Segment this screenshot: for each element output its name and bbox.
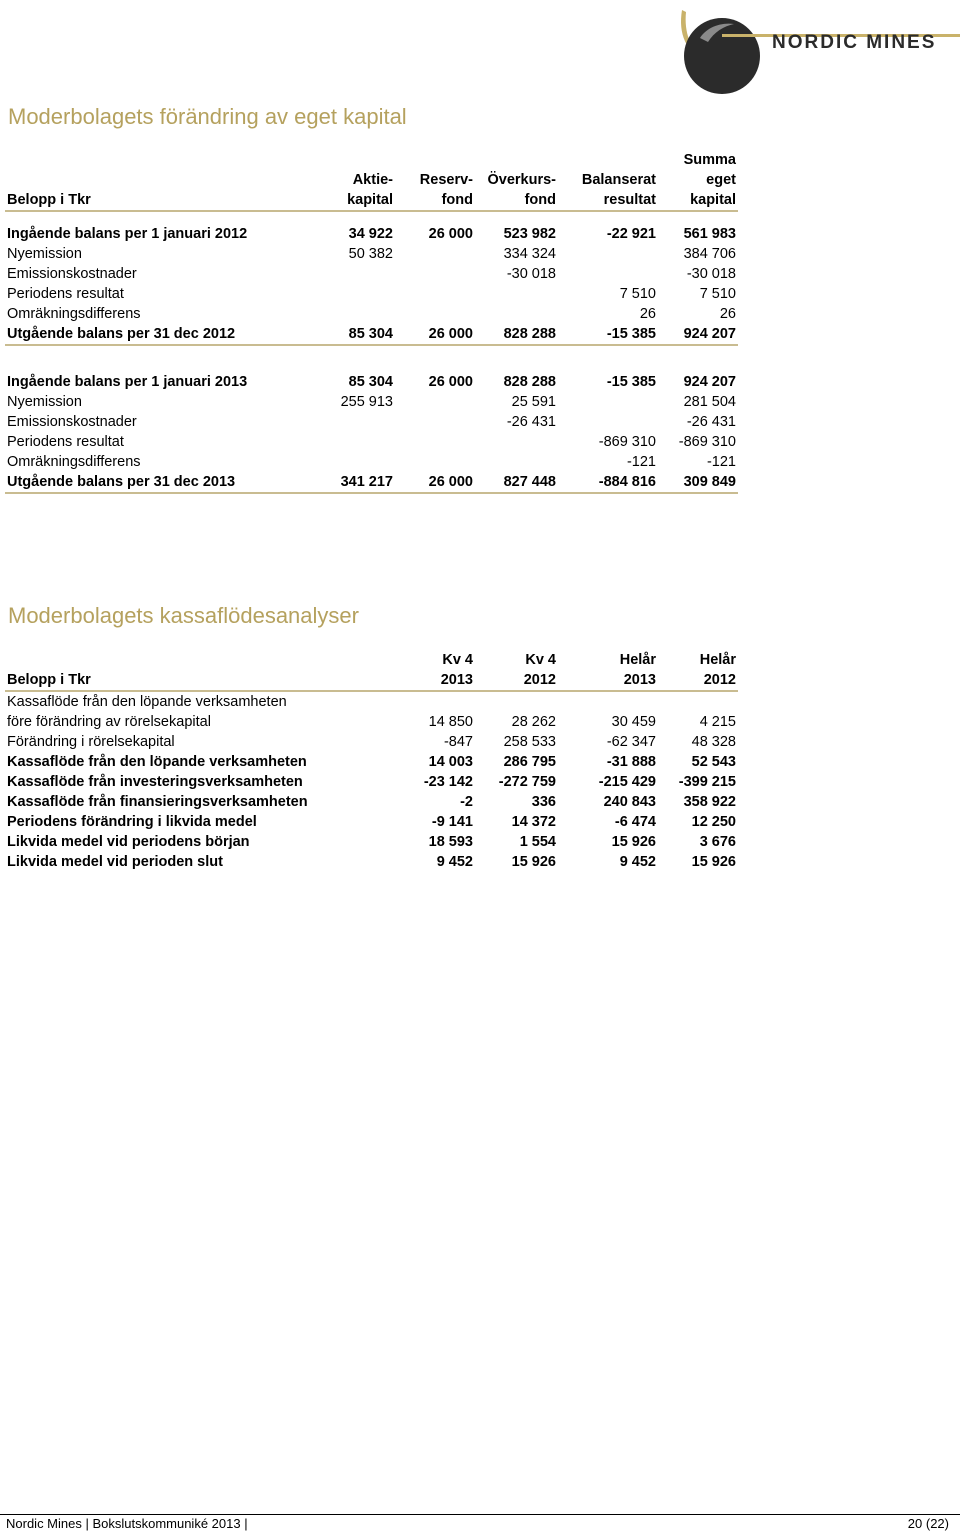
- header-row: [5, 150, 738, 170]
- row-label: Likvida medel vid perioden slut: [7, 854, 223, 870]
- table-row: [5, 264, 738, 284]
- logo-globe: [684, 18, 760, 94]
- value-cell: [315, 452, 395, 472]
- cashflow-table: [5, 650, 738, 872]
- value-cell: 15 926: [511, 854, 556, 870]
- table-row: [5, 772, 738, 792]
- row-label: Omräkningsdifferens: [7, 454, 141, 470]
- table-row: [5, 224, 738, 244]
- value-cell: 9 452: [619, 854, 656, 870]
- row-label: Förändring i rörelsekapital: [7, 734, 175, 750]
- table-row: [5, 284, 738, 304]
- table-row: [5, 712, 738, 732]
- value-cell: 85 304: [348, 374, 393, 390]
- value-cell: 384 706: [683, 246, 736, 262]
- row-label: Utgående balans per 31 dec 2012: [5, 324, 315, 345]
- row-label: Kassaflöde från finansieringsverksamheten: [7, 794, 308, 810]
- column-header: resultat: [558, 190, 658, 211]
- cashflow-title: Moderbolagets kassaflödesanalyser: [8, 603, 359, 628]
- spacer-row: [5, 345, 738, 372]
- table-row: [5, 691, 738, 712]
- value-cell: 12 250: [691, 814, 736, 830]
- nordic-mines-logo: [676, 4, 960, 96]
- value-cell: 26: [639, 306, 656, 322]
- column-header: [395, 150, 475, 170]
- value-cell: [395, 264, 475, 284]
- header-row: [5, 190, 738, 211]
- value-cell: 26 000: [428, 226, 473, 242]
- value-cell: 28 262: [511, 714, 556, 730]
- equity-table: [5, 150, 738, 494]
- value-cell: 309 849: [658, 472, 738, 493]
- value-cell: 48 328: [691, 734, 736, 750]
- value-cell: [475, 304, 558, 324]
- value-cell: 26: [719, 306, 736, 322]
- column-header: Balanserat: [581, 172, 656, 188]
- table-row: [5, 372, 738, 392]
- value-cell: -26 431: [686, 414, 736, 430]
- column-header: [475, 150, 558, 170]
- value-cell: 14 372: [511, 814, 556, 830]
- value-cell: -272 759: [498, 774, 556, 790]
- spacer: [5, 345, 738, 372]
- column-header: Aktie-: [352, 172, 393, 188]
- row-label: Kassaflöde från investeringsverksamheten: [7, 774, 303, 790]
- value-cell: 1 554: [519, 834, 556, 850]
- column-header: kapital: [658, 190, 738, 211]
- value-cell: -22 921: [606, 226, 656, 242]
- value-cell: [315, 284, 395, 304]
- value-cell: 341 217: [315, 472, 395, 493]
- value-cell: [395, 412, 475, 432]
- value-cell: [395, 244, 475, 264]
- table-row: [5, 472, 738, 493]
- value-cell: 7 510: [699, 286, 736, 302]
- column-header: [558, 150, 658, 170]
- column-header: Helår: [699, 652, 736, 668]
- value-cell: 281 504: [683, 394, 736, 410]
- value-cell: 258 533: [503, 734, 556, 750]
- table-row: [5, 392, 738, 412]
- value-cell: -15 385: [558, 324, 658, 345]
- value-cell: 15 926: [611, 834, 656, 850]
- value-cell: 26 000: [395, 324, 475, 345]
- spacer-row: [5, 211, 738, 224]
- value-cell: 523 982: [503, 226, 556, 242]
- value-cell: [395, 284, 475, 304]
- table-row: [5, 324, 738, 345]
- value-cell: [558, 392, 658, 412]
- column-header-label: Belopp i Tkr: [5, 670, 395, 691]
- column-header: Överkurs-: [487, 172, 556, 188]
- value-cell: [315, 264, 395, 284]
- value-cell: -215 429: [598, 774, 656, 790]
- column-header: Kv 4: [442, 652, 473, 668]
- value-cell: -23 142: [423, 774, 473, 790]
- column-header: eget: [706, 172, 736, 188]
- column-header: 2012: [658, 670, 738, 691]
- value-cell: 25 591: [511, 394, 556, 410]
- value-cell: 336: [531, 794, 556, 810]
- value-cell: [475, 432, 558, 452]
- value-cell: -9 141: [431, 814, 473, 830]
- table-row: [5, 752, 738, 772]
- row-label: Ingående balans per 1 januari 2013: [7, 374, 248, 390]
- value-cell: [475, 452, 558, 472]
- logo-wordmark: NORDIC MINES: [772, 32, 937, 53]
- table-row: [5, 412, 738, 432]
- row-label: Emissionskostnader: [7, 414, 137, 430]
- value-cell: 334 324: [503, 246, 556, 262]
- column-header: fond: [395, 190, 475, 211]
- value-cell: 358 922: [683, 794, 736, 810]
- value-cell: 15 926: [691, 854, 736, 870]
- footer-left: Nordic Mines | Bokslutskommuniké 2013 |: [6, 1516, 248, 1531]
- value-cell: -26 431: [506, 414, 556, 430]
- column-header-label: [5, 170, 315, 190]
- value-cell: [395, 304, 475, 324]
- value-cell: 255 913: [340, 394, 393, 410]
- value-cell: 828 288: [475, 324, 558, 345]
- value-cell: -62 347: [606, 734, 656, 750]
- row-label: Omräkningsdifferens: [7, 306, 141, 322]
- table-row: [5, 852, 738, 872]
- value-cell: -869 310: [678, 434, 736, 450]
- column-header: kapital: [315, 190, 395, 211]
- value-cell: -884 816: [558, 472, 658, 493]
- row-label: Periodens resultat: [7, 434, 124, 450]
- column-header-label: [5, 150, 315, 170]
- value-cell: 14 850: [428, 714, 473, 730]
- header-row: [5, 650, 738, 670]
- value-cell: -399 215: [678, 774, 736, 790]
- value-cell: 52 543: [691, 754, 736, 770]
- value-cell: [315, 304, 395, 324]
- column-header: 2013: [395, 670, 475, 691]
- spacer: [5, 211, 738, 224]
- row-label: Periodens förändring i likvida medel: [7, 814, 257, 830]
- header-row: [5, 170, 738, 190]
- value-cell: 240 843: [603, 794, 656, 810]
- row-label: Likvida medel vid periodens början: [7, 834, 250, 850]
- value-cell: -15 385: [606, 374, 656, 390]
- value-cell: -30 018: [686, 266, 736, 282]
- value-cell: 34 922: [348, 226, 393, 242]
- value-cell: [395, 452, 475, 472]
- column-header-label: Belopp i Tkr: [5, 190, 315, 211]
- table-row: [5, 732, 738, 752]
- value-cell: 3 676: [699, 834, 736, 850]
- column-header: Reserv-: [419, 172, 473, 188]
- value-cell: 26 000: [428, 374, 473, 390]
- value-cell: 50 382: [348, 246, 393, 262]
- value-cell: [395, 392, 475, 412]
- value-cell: 827 448: [475, 472, 558, 493]
- value-cell: -30 018: [506, 266, 556, 282]
- table-row: [5, 832, 738, 852]
- value-cell: -121: [626, 454, 656, 470]
- value-cell: 85 304: [315, 324, 395, 345]
- table-row: [5, 792, 738, 812]
- column-header: 2013: [558, 670, 658, 691]
- value-cell: -121: [706, 454, 736, 470]
- column-header: fond: [475, 190, 558, 211]
- equity-title: Moderbolagets förändring av eget kapital: [8, 104, 407, 129]
- row-label: Kassaflöde från den löpande verksamheten: [7, 754, 307, 770]
- value-cell: 924 207: [683, 374, 736, 390]
- value-cell: 924 207: [658, 324, 738, 345]
- row-label: Utgående balans per 31 dec 2013: [5, 472, 315, 493]
- column-header: Helår: [619, 652, 656, 668]
- table-row: [5, 244, 738, 264]
- row-label: före förändring av rörelsekapital: [7, 714, 211, 730]
- row-label: Kassaflöde från den löpande verksamheten: [7, 694, 287, 710]
- table-row: [5, 812, 738, 832]
- page-number: 20 (22): [907, 1516, 949, 1531]
- value-cell: 286 795: [503, 754, 556, 770]
- value-cell: [558, 244, 658, 264]
- value-cell: 828 288: [503, 374, 556, 390]
- row-label: Nyemission: [7, 246, 82, 262]
- table-row: [5, 452, 738, 472]
- value-cell: 14 003: [428, 754, 473, 770]
- value-cell: [558, 412, 658, 432]
- value-cell: 9 452: [436, 854, 473, 870]
- value-cell: [395, 432, 475, 452]
- value-cell: -847: [443, 734, 473, 750]
- column-header: Summa: [683, 152, 736, 168]
- value-cell: -31 888: [606, 754, 656, 770]
- value-cell: 7 510: [619, 286, 656, 302]
- value-cell: 18 593: [428, 834, 473, 850]
- column-header: Kv 4: [525, 652, 556, 668]
- row-label: Ingående balans per 1 januari 2012: [7, 226, 248, 242]
- value-cell: 30 459: [611, 714, 656, 730]
- column-header: 2012: [475, 670, 558, 691]
- value-cell: [558, 264, 658, 284]
- table-row: [5, 304, 738, 324]
- column-header: [315, 150, 395, 170]
- value-cell: -2: [460, 794, 473, 810]
- row-label: Periodens resultat: [7, 286, 124, 302]
- value-cell: 26 000: [395, 472, 475, 493]
- row-label: Nyemission: [7, 394, 82, 410]
- column-header-label: [5, 650, 395, 670]
- value-cell: 4 215: [699, 714, 736, 730]
- value-cell: -6 474: [614, 814, 656, 830]
- value-cell: [315, 412, 395, 432]
- page-footer: [0, 1514, 960, 1534]
- value-cell: 561 983: [683, 226, 736, 242]
- value-cell: -869 310: [598, 434, 656, 450]
- row-label: Emissionskostnader: [7, 266, 137, 282]
- header-row: [5, 670, 738, 691]
- value-cell: [315, 432, 395, 452]
- table-row: [5, 432, 738, 452]
- value-cell: [475, 284, 558, 304]
